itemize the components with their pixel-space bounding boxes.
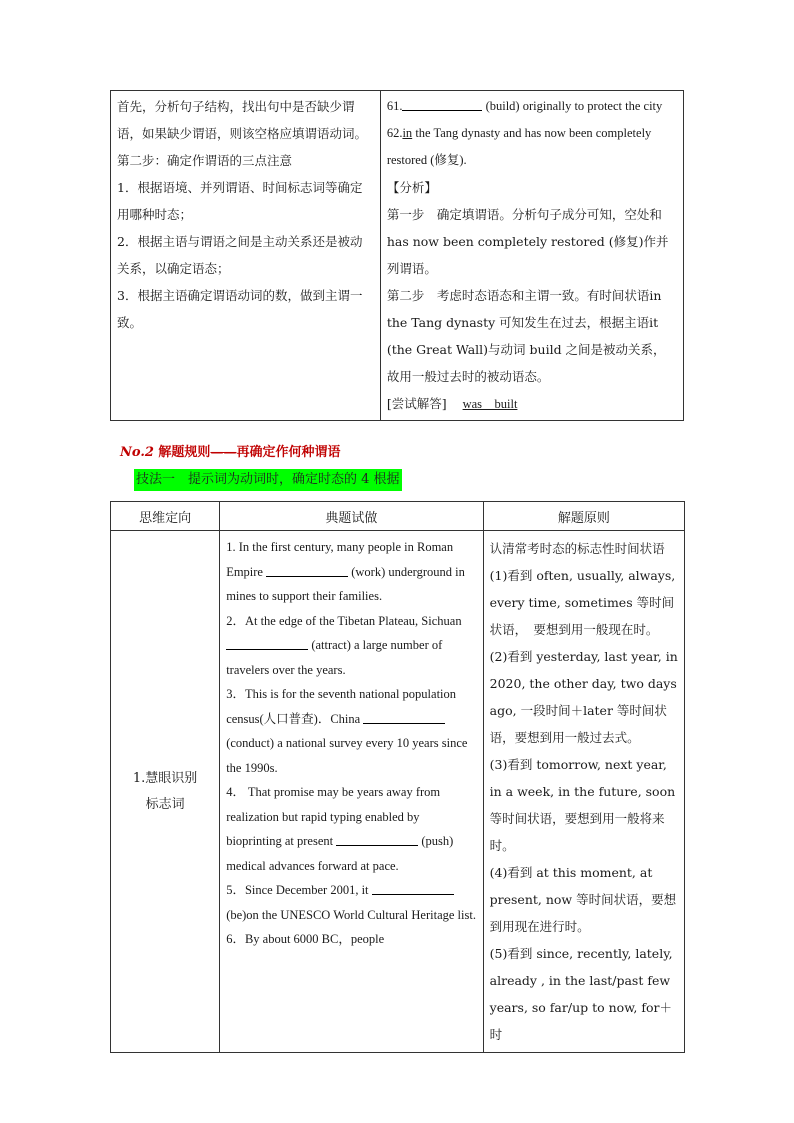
row-label: 1.慧眼识别标志词 [111,531,220,1053]
answer-blank [402,98,482,111]
method-line: 2．根据主语与谓语之间是主动关系还是被动关系，以确定语态； [117,234,363,276]
example-item: 1. In the first century, many people in Roman Empire (work) underground in mines to support their families. [226,540,465,603]
technique-highlight: 技法一 提示词为动词时，确定时态的 4 根据 [134,469,402,491]
examples-cell [220,531,483,1053]
analysis-step-2: 第二步 考虑时态语态和主谓一致。有时间状语in the Tang dynasty 可知发生在过去，根据主语it (the Great Wall)与动词 build 之间是被动关系，故用一般过去时的被动语态。 [386,288,666,384]
analysis-table [110,90,684,421]
method-line: 首先，分析句子结构，找出句中是否缺少谓语，如果缺少谓语，则该空格应填谓语动词。 [117,99,368,141]
trial-answer: [尝试解答] was built [386,396,518,411]
answer-blank [226,637,308,650]
header-thinking: 思维定向 [111,502,220,531]
example-item: 3．This is for the seventh national population census(人口普查)．China (conduct) a national survey every 10 years since the 1990s. [226,687,468,775]
example-item: 4． That promise may be years away from realization but rapid typing enabled by bioprinting at present (push) medical advances forward at pace. [226,785,454,873]
method-line: 3．根据主语确定谓语动词的数，做到主谓一致。 [117,288,363,330]
example-item: 6．By about 6000 BC，people [226,932,385,946]
principle-item: (2)看到 yesterday, last year, in 2020, the other day, two days ago, 一段时间＋later 等时间状语，要想到用一般过去式。 [489,649,678,745]
analysis-step-1: 第一步 确定填谓语。分析句子成分可知，空处和has now been completely restored (修复)作并列谓语。 [386,207,669,276]
tense-rules-table [110,501,685,1053]
answer-blank [372,882,454,895]
header-principles: 解题原则 [483,502,684,531]
principles-cell [483,531,684,1053]
principle-item: (3)看到 tomorrow, next year, in a week, in the future, soon 等时间状语，要想到用一般将来时。 [489,757,676,853]
header-examples: 典题试做 [220,502,483,531]
principle-item: (5)看到 since, recently, lately, already , in the last/past few years, so far/up to now, for＋时 [489,946,673,1042]
method-steps-cell [111,91,381,421]
method-line: 第二步：确定作谓语的三点注意 [117,153,293,168]
section-heading: No.2 解题规则——再确定作何种谓语 [120,445,341,460]
principle-item: (1)看到 often, usually, always, every time, sometimes 等时间状语， 要想到用一般现在时。 [489,568,676,637]
answer-blank [363,711,445,724]
example-item: 2．At the edge of the Tibetan Plateau, Sichuan (attract) a large number of travelers over the years. [226,613,462,677]
example-analysis-cell [380,91,683,421]
principle-item: 认清常考时态的标志性时间状语 [489,541,665,556]
example-item: 5．Since December 2001, it (be)on the UNESCO World Cultural Heritage list. [226,883,476,922]
example-question: 61. (build) originally to protect the city 62.in the Tang dynasty and has now been completely restored (修复). [386,99,663,167]
analysis-label: 【分析】 [386,180,437,195]
method-line: 1．根据语境、并列谓语、时间标志词等确定用哪种时态； [117,180,363,222]
principle-item: (4)看到 at this moment, at present, now 等时间状语，要想到用现在进行时。 [489,865,677,934]
answer-blank [336,833,418,846]
answer-blank [266,564,348,577]
